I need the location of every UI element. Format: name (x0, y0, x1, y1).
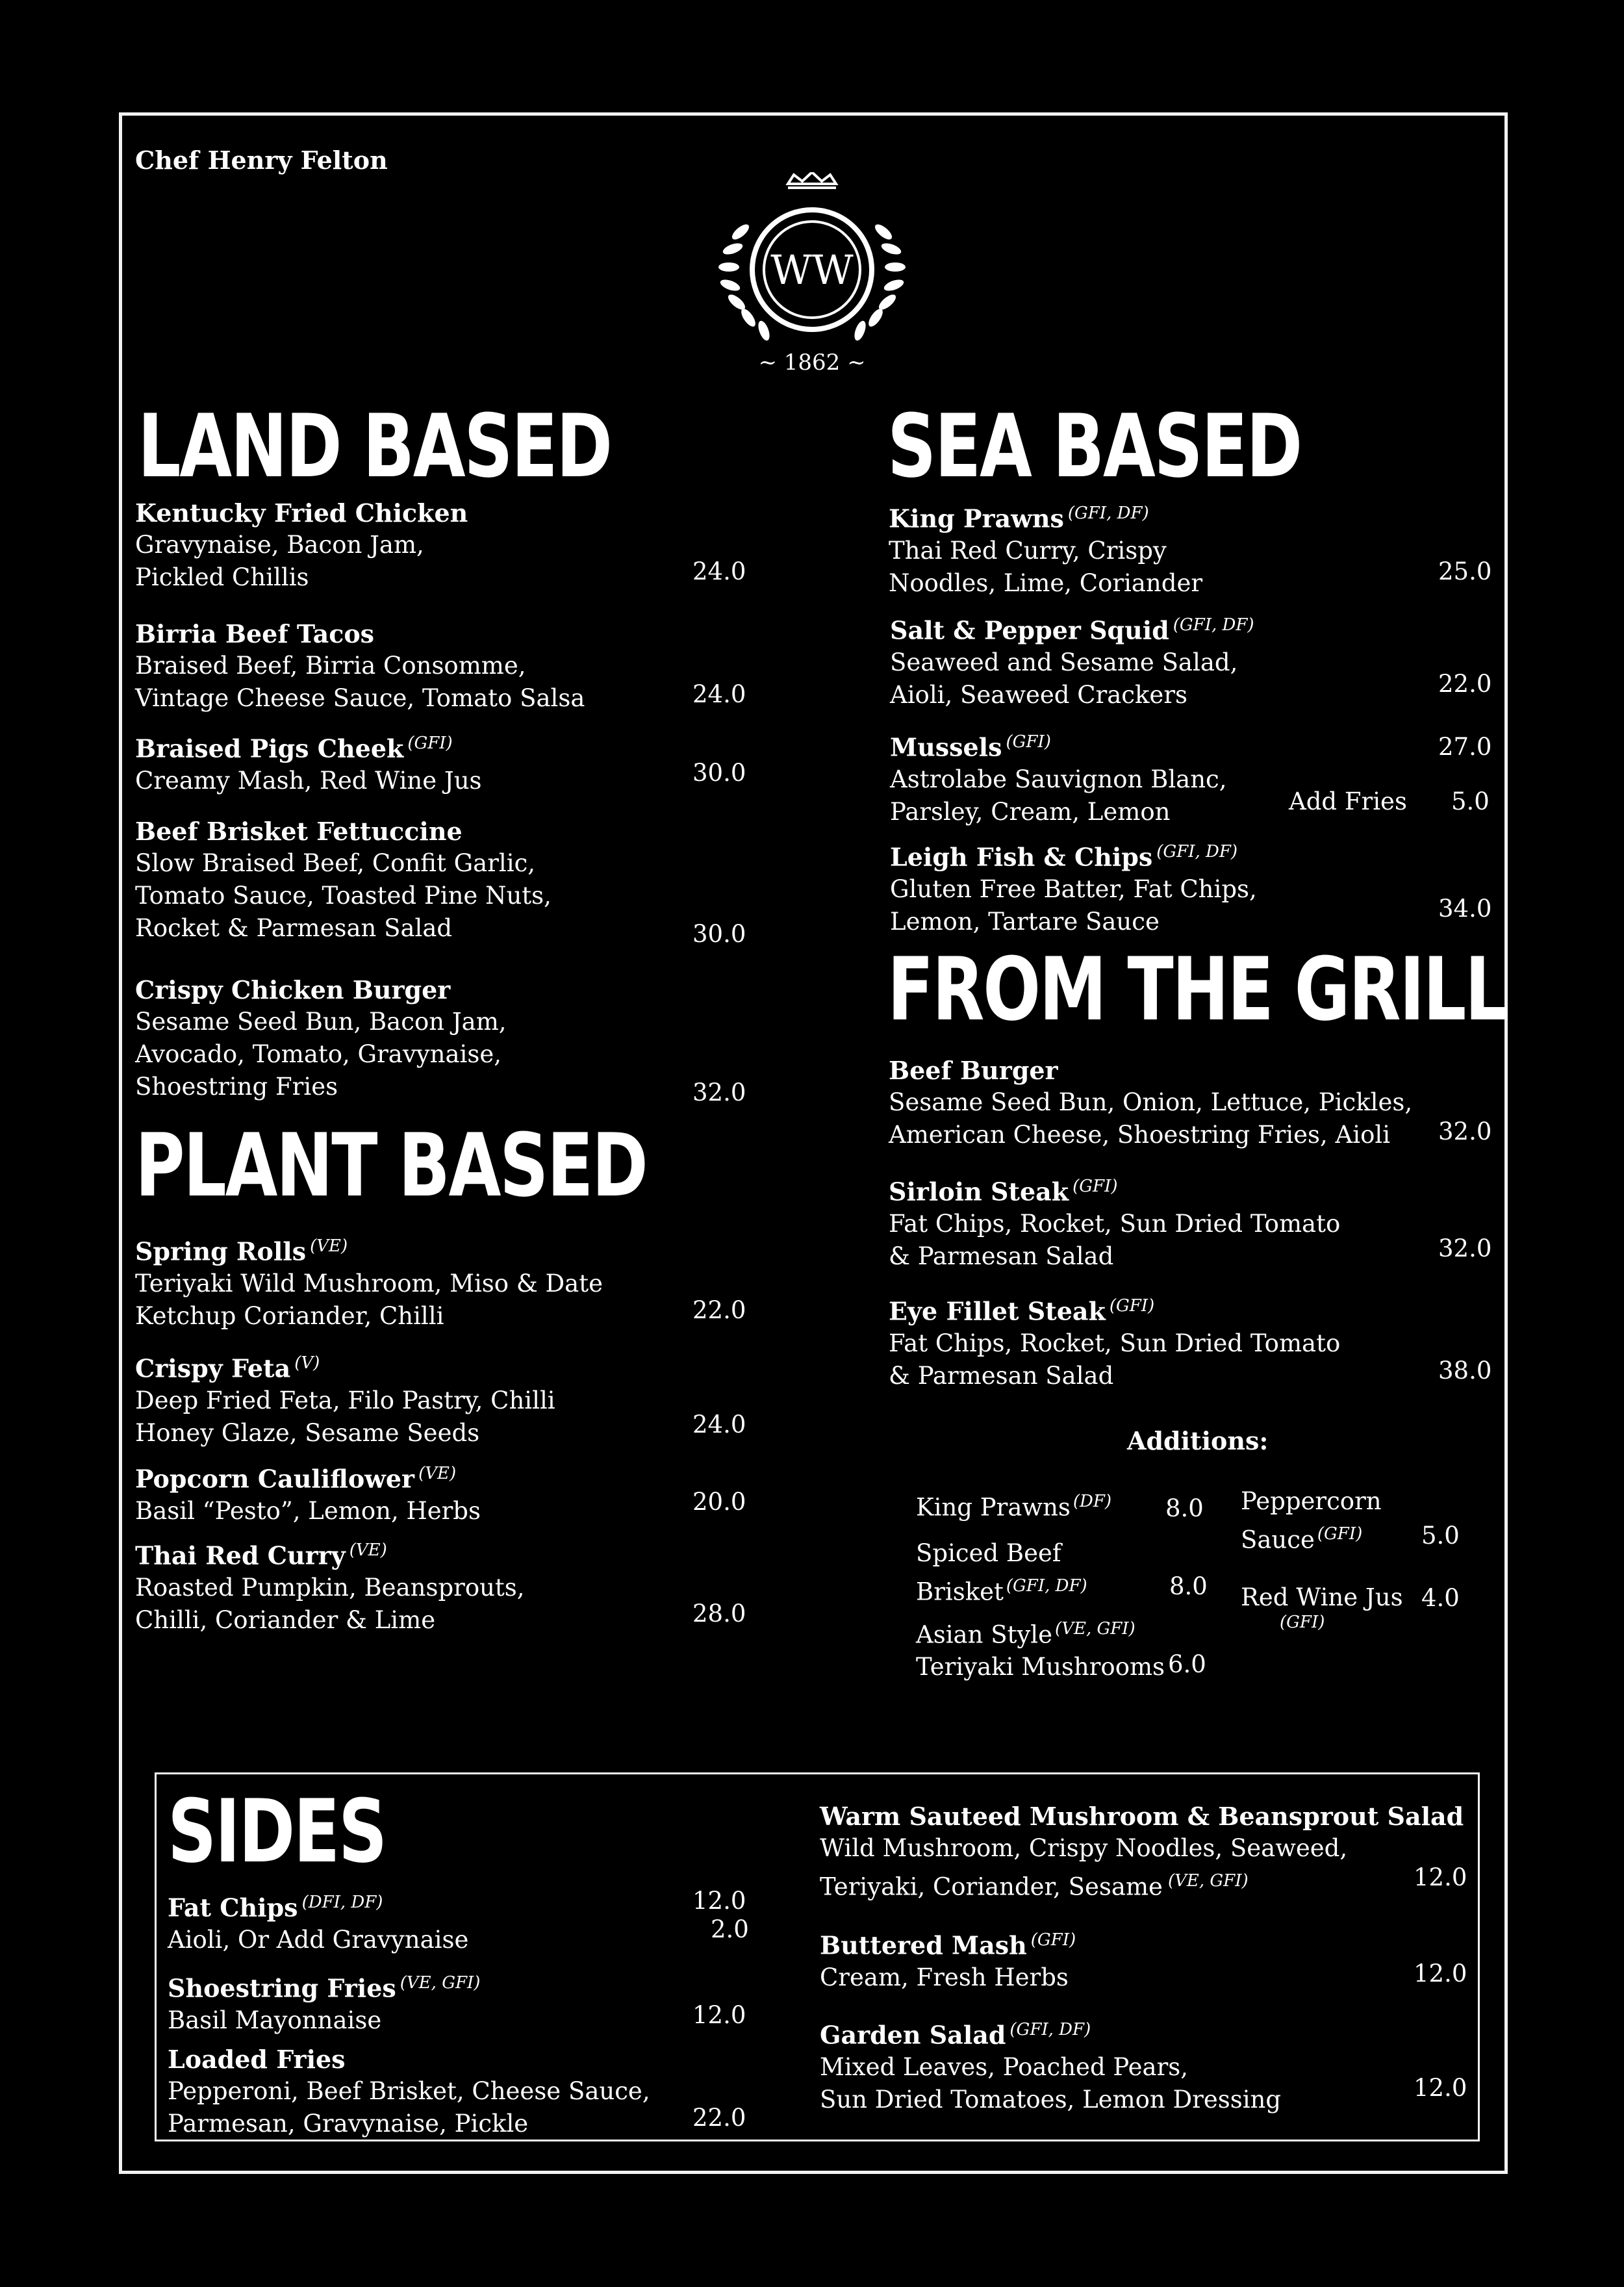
dietary-tag: (GFI) (1109, 1296, 1155, 1316)
crest-initials: WW (770, 246, 854, 294)
dietary-tag: (GFI) (1317, 1524, 1363, 1544)
heading-land-based: LAND BASED (138, 396, 611, 497)
menu-item (889, 1290, 1340, 1392)
menu-item (135, 1231, 603, 1333)
item-desc: Pepperoni, Beef Brisket, Cheese Sauce, (168, 2077, 650, 2105)
addition-name: Peppercorn (1241, 1487, 1382, 1515)
item-desc: Wild Mushroom, Crispy Noodles, Seaweed, (820, 1834, 1348, 1862)
item-desc: Slow Braised Beef, Confit Garlic, (135, 849, 536, 877)
item-name: Kentucky Fried Chicken (135, 498, 468, 528)
item-name: Popcorn Cauliflower (135, 1464, 415, 1494)
item-desc: Lemon, Tartare Sauce (890, 907, 1160, 936)
item-name: Birria Beef Tacos (135, 619, 375, 648)
addition-price: 4.0 (1421, 1584, 1460, 1612)
menu-item (168, 2044, 650, 2140)
item-price: 24.0 (692, 680, 746, 708)
item-desc: Pickled Chillis (135, 563, 309, 591)
item-name: Braised Pigs Cheek (135, 734, 404, 763)
menu-item (135, 728, 482, 797)
menu-item (820, 2014, 1281, 2116)
menu-item (889, 498, 1202, 600)
item-desc: Creamy Mash, Red Wine Jus (135, 766, 482, 795)
add-gravynaise-price: 2.0 (711, 1915, 749, 1943)
item-desc: Ketchup Coriander, Chilli (135, 1301, 444, 1330)
item-name: Beef Burger (889, 1056, 1058, 1085)
item-name: Loaded Fries (168, 2045, 346, 2074)
dietary-tag: (GFI, DF) (1067, 504, 1149, 523)
item-desc: Mixed Leaves, Poached Pears, (820, 2052, 1189, 2081)
addition-price: 8.0 (1165, 1494, 1204, 1522)
item-name: Salt & Pepper Squid (890, 615, 1169, 645)
item-desc: Cream, Fresh Herbs (820, 1963, 1069, 1991)
menu-item (168, 1967, 480, 2037)
item-price: 22.0 (1438, 670, 1492, 698)
item-desc: Aioli, Or Add Gravynaise (168, 1925, 469, 1954)
addition-name: Sauce (1241, 1526, 1315, 1554)
addition-item (916, 1537, 1087, 1608)
item-desc: Honey Glaze, Sesame Seeds (135, 1418, 480, 1447)
menu-item (890, 836, 1257, 938)
item-name: Garden Salad (820, 2020, 1006, 2050)
item-name: Shoestring Fries (168, 1973, 396, 2003)
item-price: 24.0 (692, 557, 746, 585)
item-price: 12.0 (692, 1887, 746, 1915)
addition-price: 8.0 (1169, 1572, 1208, 1600)
dietary-tag: (DFI, DF) (301, 1893, 383, 1912)
item-desc: Braised Beef, Birria Consomme, (135, 652, 526, 680)
menu-item (820, 1801, 1464, 1903)
item-name: Fat Chips (168, 1893, 298, 1923)
add-fries-price: 5.0 (1451, 787, 1490, 815)
item-name: Crispy Feta (135, 1353, 291, 1383)
dietary-tag: (VE, GFI) (1055, 1619, 1136, 1639)
item-desc: Chilli, Coriander & Lime (135, 1605, 436, 1634)
item-desc: Thai Red Curry, Crispy (889, 536, 1167, 565)
item-desc: Sesame Seed Bun, Bacon Jam, (135, 1008, 507, 1036)
item-desc: Fat Chips, Rocket, Sun Dried Tomato (889, 1329, 1341, 1357)
dietary-tag: (GFI) (1280, 1613, 1325, 1632)
item-price: 12.0 (1414, 1863, 1467, 1891)
dietary-tag: (VE) (418, 1464, 457, 1483)
item-price: 38.0 (1438, 1357, 1492, 1385)
addition-item (1241, 1581, 1403, 1631)
addition-name: King Prawns (916, 1493, 1071, 1522)
menu-item (890, 726, 1227, 828)
addition-name: Asian Style (916, 1620, 1053, 1649)
item-name: Crispy Chicken Burger (135, 975, 451, 1004)
item-desc: Deep Fried Feta, Filo Pastry, Chilli (135, 1386, 555, 1414)
dietary-tag: (VE) (349, 1540, 387, 1560)
item-desc: Fat Chips, Rocket, Sun Dried Tomato (889, 1209, 1341, 1238)
addition-name: Teriyaki Mushrooms (916, 1653, 1165, 1681)
crest-year: ~ 1862 ~ (758, 350, 866, 376)
item-desc: Aioli, Seaweed Crackers (890, 680, 1188, 709)
item-desc: Vintage Cheese Sauce, Tomato Salsa (135, 684, 585, 712)
heading-sides: SIDES (168, 1781, 386, 1882)
menu-item (168, 1887, 468, 1956)
item-price: 32.0 (1438, 1118, 1492, 1145)
heading-plant-based: PLANT BASED (135, 1115, 647, 1216)
menu-item (135, 816, 552, 945)
item-desc: Rocket & Parmesan Salad (135, 914, 453, 942)
item-name: Thai Red Curry (135, 1540, 346, 1570)
item-price: 12.0 (692, 2001, 746, 2029)
chef-name: Chef Henry Felton (135, 146, 388, 175)
item-desc: American Cheese, Shoestring Fries, Aioli (889, 1121, 1391, 1149)
item-name: Leigh Fish & Chips (890, 842, 1153, 872)
menu-item (135, 1458, 481, 1527)
item-price: 22.0 (692, 2104, 746, 2132)
item-desc: Basil Mayonnaise (168, 2006, 382, 2034)
item-price: 32.0 (1438, 1234, 1492, 1262)
item-desc: Parmesan, Gravynaise, Pickle (168, 2110, 529, 2138)
item-desc: Noodles, Lime, Coriander (889, 569, 1203, 597)
item-desc: Parsley, Cream, Lemon (890, 797, 1171, 826)
item-desc: & Parmesan Salad (889, 1242, 1114, 1270)
dietary-tag: (VE, GFI) (1167, 1871, 1249, 1891)
dietary-tag: (V) (294, 1353, 320, 1373)
heading-additions: Additions: (1127, 1426, 1269, 1455)
dietary-tag: (GFI, DF) (1156, 842, 1238, 862)
item-desc: & Parmesan Salad (889, 1361, 1114, 1390)
item-name: Spring Rolls (135, 1236, 307, 1266)
item-desc: Gravynaise, Bacon Jam, (135, 531, 424, 559)
item-price: 28.0 (692, 1600, 746, 1628)
item-desc: Gluten Free Batter, Fat Chips, (890, 875, 1257, 903)
dietary-tag: (GFI) (1030, 1930, 1076, 1950)
item-price: 20.0 (692, 1488, 746, 1516)
menu-item (890, 609, 1254, 711)
addition-item (1241, 1485, 1382, 1556)
item-desc: Roasted Pumpkin, Beansprouts, (135, 1573, 525, 1602)
item-price: 30.0 (692, 920, 746, 948)
item-name: Beef Brisket Fettuccine (135, 817, 463, 846)
dietary-tag: (GFI) (407, 734, 453, 753)
item-desc: Tomato Sauce, Toasted Pine Nuts, (135, 882, 552, 910)
addition-name: Red Wine Jus (1241, 1583, 1403, 1611)
menu-item (135, 498, 468, 594)
item-desc: Teriyaki, Coriander, Sesame (820, 1872, 1163, 1901)
dietary-tag: (GFI, DF) (1009, 2020, 1091, 2039)
addition-price: 6.0 (1168, 1650, 1206, 1678)
item-price: 34.0 (1438, 895, 1492, 923)
item-name: Buttered Mash (820, 1930, 1027, 1960)
dietary-tag: (DF) (1072, 1492, 1112, 1511)
item-desc: Astrolabe Sauvignon Blanc, (890, 765, 1227, 793)
crest-logo (695, 172, 929, 380)
item-price: 22.0 (692, 1296, 746, 1324)
item-desc: Seaweed and Sesame Salad, (890, 648, 1238, 676)
item-desc: Basil “Pesto”, Lemon, Herbs (135, 1496, 481, 1525)
item-name: Mussels (890, 732, 1002, 762)
addition-price: 5.0 (1421, 1522, 1460, 1550)
item-name: Warm Sauteed Mushroom & Beansprout Salad (820, 1802, 1464, 1831)
menu-item (135, 975, 507, 1103)
addition-item (916, 1485, 1111, 1524)
dietary-tag: (GFI) (1072, 1177, 1118, 1196)
menu-item (135, 619, 585, 715)
addition-item (916, 1613, 1165, 1683)
item-desc: Teriyaki Wild Mushroom, Miso & Date (135, 1269, 603, 1297)
addition-name: Spiced Beef (916, 1539, 1061, 1567)
heading-sea-based: SEA BASED (887, 396, 1301, 497)
menu-item (135, 1348, 555, 1450)
item-desc: Sesame Seed Bun, Onion, Lettuce, Pickles, (889, 1088, 1413, 1116)
item-desc: Sun Dried Tomatoes, Lemon Dressing (820, 2085, 1282, 2114)
item-desc: Shoestring Fries (135, 1073, 338, 1101)
menu-item (820, 1924, 1076, 1994)
item-name: Eye Fillet Steak (889, 1296, 1106, 1326)
heading-from-the-grill: FROM THE GRILL (887, 939, 1507, 1040)
item-price: 25.0 (1438, 557, 1492, 585)
dietary-tag: (GFI) (1006, 732, 1051, 752)
add-fries-label: Add Fries (1289, 787, 1407, 815)
item-price: 24.0 (692, 1411, 746, 1438)
item-price: 12.0 (1414, 2074, 1467, 2102)
item-price: 32.0 (692, 1079, 746, 1106)
menu-item (889, 1055, 1412, 1151)
item-price: 27.0 (1438, 733, 1492, 761)
item-name: Sirloin Steak (889, 1177, 1069, 1207)
menu-item (135, 1535, 525, 1637)
dietary-tag: (GFI, DF) (1173, 615, 1254, 635)
dietary-tag: (VE) (310, 1236, 348, 1256)
dietary-tag: (GFI, DF) (1006, 1576, 1087, 1596)
addition-name: Brisket (916, 1578, 1004, 1606)
dietary-tag: (VE, GFI) (400, 1973, 481, 1993)
item-desc: Avocado, Tomato, Gravynaise, (135, 1040, 502, 1068)
menu-item (889, 1171, 1340, 1273)
item-name: King Prawns (889, 504, 1064, 533)
item-price: 12.0 (1414, 1960, 1467, 1987)
item-price: 30.0 (692, 759, 746, 787)
